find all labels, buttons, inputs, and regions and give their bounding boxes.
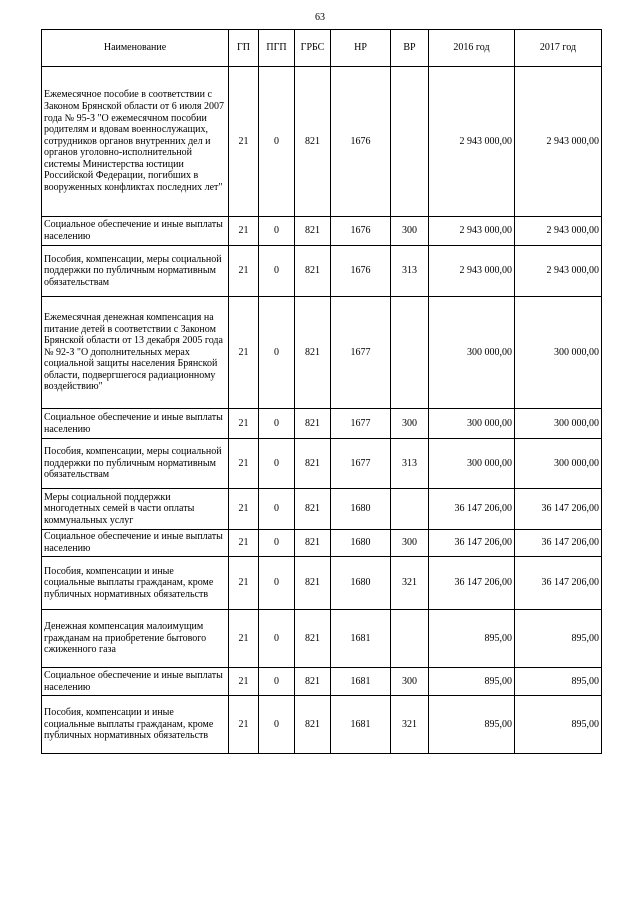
row-2017: 2 943 000,00: [515, 246, 602, 297]
row-nr: 1676: [331, 67, 391, 217]
row-nr: 1677: [331, 439, 391, 489]
row-grbs: 821: [295, 668, 331, 696]
row-2017: 300 000,00: [515, 439, 602, 489]
row-name: Пособия, компенсации и иные социальные выплаты гражданам, кроме публичных нормативных обязательств: [42, 696, 229, 754]
row-pgp: 0: [259, 246, 295, 297]
row-gp: 21: [229, 530, 259, 557]
row-2017: 2 943 000,00: [515, 67, 602, 217]
page-number: 63: [315, 12, 325, 23]
row-vr: [391, 489, 429, 530]
row-2016: 36 147 206,00: [429, 489, 515, 530]
row-grbs: 821: [295, 557, 331, 610]
row-vr: [391, 297, 429, 409]
row-vr: 321: [391, 696, 429, 754]
row-vr: 300: [391, 409, 429, 439]
row-2016: 2 943 000,00: [429, 67, 515, 217]
row-vr: 313: [391, 439, 429, 489]
row-vr: 300: [391, 217, 429, 246]
header-2017: 2017 год: [515, 30, 602, 67]
table-row: [42, 610, 602, 668]
table-row: [42, 489, 602, 530]
row-nr: 1680: [331, 530, 391, 557]
table-row: [42, 668, 602, 696]
row-name: Ежемесячная денежная компенсация на питание детей в соответствии с Законом Брянской области от 13 декабря 2005 года № 92-З "О дополнительных мерах социальной защиты населения Брянской области, подвергшегося радиационному воздействию": [42, 297, 229, 409]
row-name: Социальное обеспечение и иные выплаты населению: [42, 668, 229, 696]
row-vr: [391, 67, 429, 217]
row-grbs: 821: [295, 610, 331, 668]
table-row: [42, 696, 602, 754]
row-name: Денежная компенсация малоимущим гражданам на приобретение бытового сжиженного газа: [42, 610, 229, 668]
row-gp: 21: [229, 557, 259, 610]
row-2016: 36 147 206,00: [429, 557, 515, 610]
header-grbs: ГРБС: [295, 30, 331, 67]
row-vr: [391, 610, 429, 668]
table-header-row: [42, 30, 602, 67]
row-nr: 1681: [331, 696, 391, 754]
row-grbs: 821: [295, 217, 331, 246]
row-name: Пособия, компенсации, меры социальной поддержки по публичным нормативным обязательствам: [42, 246, 229, 297]
row-2017: 895,00: [515, 610, 602, 668]
row-vr: 321: [391, 557, 429, 610]
row-vr: 300: [391, 668, 429, 696]
row-gp: 21: [229, 297, 259, 409]
table-row: [42, 246, 602, 297]
row-2016: 300 000,00: [429, 409, 515, 439]
row-2017: 300 000,00: [515, 297, 602, 409]
row-name: Социальное обеспечение и иные выплаты населению: [42, 530, 229, 557]
row-pgp: 0: [259, 297, 295, 409]
row-gp: 21: [229, 696, 259, 754]
row-pgp: 0: [259, 217, 295, 246]
row-gp: 21: [229, 489, 259, 530]
header-2016: 2016 год: [429, 30, 515, 67]
row-name: Меры социальной поддержки многодетных семей в части оплаты коммунальных услуг: [42, 489, 229, 530]
row-name: Пособия, компенсации, меры социальной поддержки по публичным нормативным обязательствам: [42, 439, 229, 489]
row-grbs: 821: [295, 246, 331, 297]
row-2016: 895,00: [429, 668, 515, 696]
row-pgp: 0: [259, 439, 295, 489]
row-2017: 895,00: [515, 696, 602, 754]
header-vr: ВР: [391, 30, 429, 67]
row-2017: 36 147 206,00: [515, 489, 602, 530]
table-row: [42, 409, 602, 439]
row-nr: 1681: [331, 610, 391, 668]
row-2016: 895,00: [429, 610, 515, 668]
row-pgp: 0: [259, 610, 295, 668]
row-grbs: 821: [295, 489, 331, 530]
row-nr: 1677: [331, 409, 391, 439]
row-pgp: 0: [259, 668, 295, 696]
row-2017: 300 000,00: [515, 409, 602, 439]
header-pgp: ПГП: [259, 30, 295, 67]
header-name: Наименование: [42, 30, 229, 67]
table-row: [42, 217, 602, 246]
row-2017: 895,00: [515, 668, 602, 696]
row-nr: 1681: [331, 668, 391, 696]
table-row: [42, 297, 602, 409]
row-2016: 2 943 000,00: [429, 217, 515, 246]
row-2016: 36 147 206,00: [429, 530, 515, 557]
budget-table: [41, 29, 602, 754]
row-gp: 21: [229, 439, 259, 489]
header-nr: НР: [331, 30, 391, 67]
row-gp: 21: [229, 217, 259, 246]
row-grbs: 821: [295, 409, 331, 439]
row-gp: 21: [229, 67, 259, 217]
row-nr: 1676: [331, 246, 391, 297]
table-row: [42, 557, 602, 610]
row-name: Ежемесячное пособие в соответствии с Законом Брянской области от 6 июля 2007 года № 95-З "О ежемесячном пособии родителям и вдовам военнослужащих, сотрудников органов внутренних дел и органов уголовно-исполнительной системы Министерства юстиции Российской Федерации, погибших в вооруженных конфликтах последних лет": [42, 67, 229, 217]
row-pgp: 0: [259, 557, 295, 610]
row-2017: 36 147 206,00: [515, 530, 602, 557]
row-nr: 1676: [331, 217, 391, 246]
row-grbs: 821: [295, 297, 331, 409]
row-2017: 36 147 206,00: [515, 557, 602, 610]
row-nr: 1680: [331, 557, 391, 610]
row-name: Социальное обеспечение и иные выплаты населению: [42, 409, 229, 439]
row-2016: 2 943 000,00: [429, 246, 515, 297]
row-gp: 21: [229, 668, 259, 696]
table-row: [42, 439, 602, 489]
row-grbs: 821: [295, 530, 331, 557]
row-2017: 2 943 000,00: [515, 217, 602, 246]
row-2016: 300 000,00: [429, 439, 515, 489]
row-grbs: 821: [295, 439, 331, 489]
row-pgp: 0: [259, 696, 295, 754]
row-gp: 21: [229, 409, 259, 439]
row-pgp: 0: [259, 409, 295, 439]
row-2016: 895,00: [429, 696, 515, 754]
row-grbs: 821: [295, 696, 331, 754]
row-pgp: 0: [259, 530, 295, 557]
row-gp: 21: [229, 610, 259, 668]
row-2016: 300 000,00: [429, 297, 515, 409]
table-row: [42, 530, 602, 557]
row-name: Социальное обеспечение и иные выплаты населению: [42, 217, 229, 246]
row-vr: 300: [391, 530, 429, 557]
row-nr: 1680: [331, 489, 391, 530]
header-gp: ГП: [229, 30, 259, 67]
row-pgp: 0: [259, 67, 295, 217]
row-pgp: 0: [259, 489, 295, 530]
row-vr: 313: [391, 246, 429, 297]
row-name: Пособия, компенсации и иные социальные выплаты гражданам, кроме публичных нормативных обязательств: [42, 557, 229, 610]
table-row: [42, 67, 602, 217]
row-grbs: 821: [295, 67, 331, 217]
row-nr: 1677: [331, 297, 391, 409]
row-gp: 21: [229, 246, 259, 297]
